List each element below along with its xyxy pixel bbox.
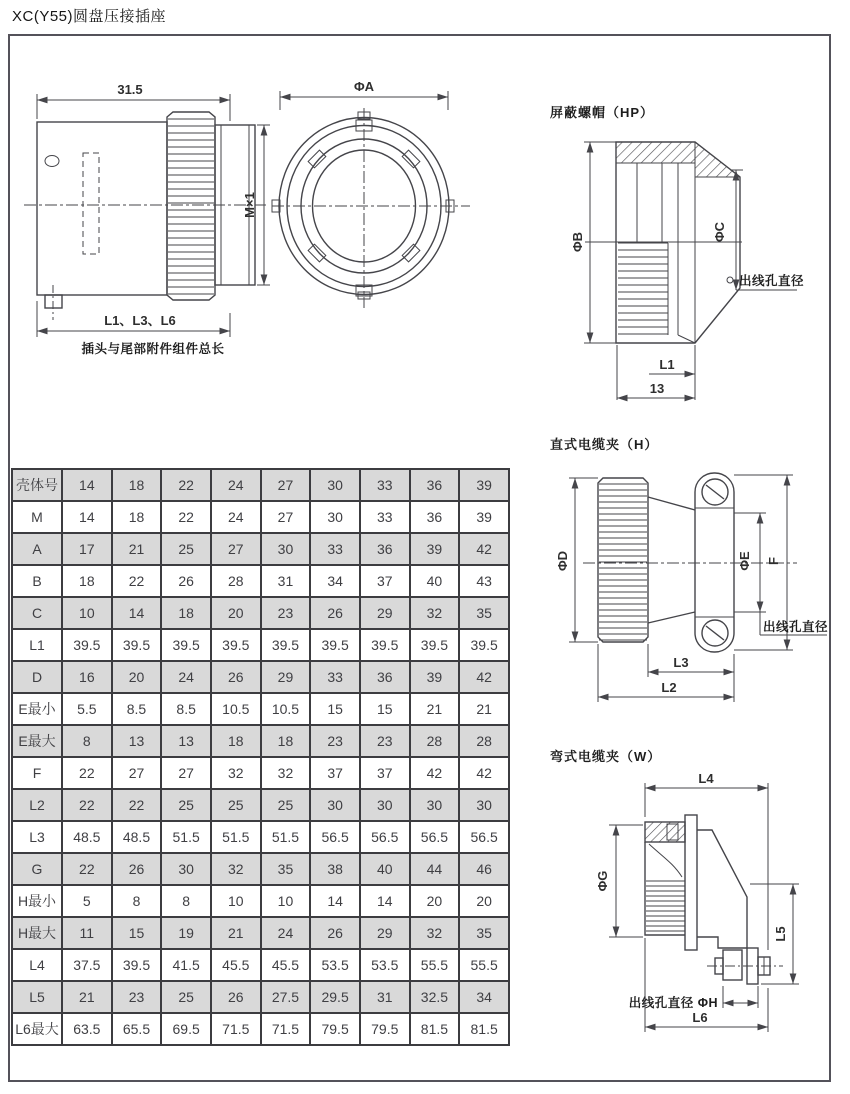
dimension-cell: 13 [112, 725, 162, 757]
dimension-cell: 22 [62, 789, 112, 821]
dimension-cell: 24 [261, 917, 311, 949]
table-row [12, 533, 509, 565]
dimension-cell: 56.5 [310, 821, 360, 853]
dimension-cell: 22 [112, 789, 162, 821]
angle-clamp-outline [645, 815, 783, 984]
dimension-cell: 55.5 [410, 949, 460, 981]
dimension-cell: 36 [360, 661, 410, 693]
row-label: L6最大 [12, 1013, 62, 1045]
dimension-cell: 29 [360, 597, 410, 629]
row-label: B [12, 565, 62, 597]
dimension-cell: 37 [310, 757, 360, 789]
dimension-cell: 56.5 [360, 821, 410, 853]
row-label: G [12, 853, 62, 885]
dimension-cell: 32.5 [410, 981, 460, 1013]
row-label: L3 [12, 821, 62, 853]
dimension-cell: 10 [261, 885, 311, 917]
dimension-cell: 27 [112, 757, 162, 789]
dimension-cell: 36 [410, 469, 460, 501]
table-row [12, 789, 509, 821]
dimension-cell: 56.5 [459, 821, 509, 853]
row-label: L5 [12, 981, 62, 1013]
dimension-cell: 31 [360, 981, 410, 1013]
dimension-cell: 34 [310, 565, 360, 597]
dimension-cell: 40 [360, 853, 410, 885]
dimension-cell: 31 [261, 565, 311, 597]
dimension-cell: 30 [310, 789, 360, 821]
shield-cap-dimensions [570, 142, 804, 400]
dimension-cell: 30 [360, 789, 410, 821]
dimension-cell: 13 [161, 725, 211, 757]
dimension-cell: 20 [211, 597, 261, 629]
row-label: L1 [12, 629, 62, 661]
dimension-cell: 39.5 [112, 949, 162, 981]
dim-c-label: ΦC [712, 221, 727, 243]
dimension-cell: 53.5 [360, 949, 410, 981]
dimension-cell: 8.5 [161, 693, 211, 725]
dimension-cell: 81.5 [459, 1013, 509, 1045]
dimension-cell: 22 [62, 757, 112, 789]
dimension-cell: 8 [161, 885, 211, 917]
dimension-cell: 18 [161, 597, 211, 629]
table-row [12, 501, 509, 533]
shield-cap-title: 屏蔽螺帽（HP） [550, 105, 655, 120]
dimension-cell: 10 [62, 597, 112, 629]
dimension-cell: 33 [310, 533, 360, 565]
table-row [12, 565, 509, 597]
dimension-cell: 42 [459, 661, 509, 693]
dimension-cell: 25 [161, 789, 211, 821]
dimension-cell: 23 [360, 725, 410, 757]
dimension-cell: 21 [459, 693, 509, 725]
dimension-cell: 18 [211, 725, 261, 757]
row-label: E最大 [12, 725, 62, 757]
dimension-cell: 79.5 [360, 1013, 410, 1045]
side-view-dimensions [37, 82, 270, 356]
table-row [12, 661, 509, 693]
dimension-cell: 30 [310, 501, 360, 533]
w-outlet-label: 出线孔直径 ΦH [628, 996, 718, 1010]
dimension-cell: 16 [62, 661, 112, 693]
dim-g-label: ΦG [595, 870, 610, 892]
dimension-cell: 8 [112, 885, 162, 917]
dimension-cell: 28 [211, 565, 261, 597]
dimension-cell: 37 [360, 757, 410, 789]
dimension-cell: 29.5 [310, 981, 360, 1013]
table-row [12, 1013, 509, 1045]
dimension-cell: 32 [211, 853, 261, 885]
row-label: C [12, 597, 62, 629]
front-view-dimensions [280, 79, 448, 110]
connector-front-outline [272, 108, 470, 308]
wire-hole [727, 277, 733, 283]
dimension-cell: 14 [310, 885, 360, 917]
table-row [12, 757, 509, 789]
dimension-cell: 27.5 [261, 981, 311, 1013]
dimension-cell: 30 [310, 469, 360, 501]
dimension-cell: 39.5 [410, 629, 460, 661]
dimension-cell: 26 [211, 981, 261, 1013]
dimension-cell: 22 [62, 853, 112, 885]
table-row [12, 981, 509, 1013]
dimension-cell: 35 [261, 853, 311, 885]
straight-clamp-title: 直式电缆夹（H） [550, 437, 659, 452]
row-label: H最小 [12, 885, 62, 917]
dimension-cell: 22 [161, 469, 211, 501]
dimension-cell: 27 [261, 469, 311, 501]
dimension-cell: 10 [211, 885, 261, 917]
straight-clamp-drawing [535, 425, 835, 710]
dimension-cell: 32 [410, 597, 460, 629]
knurl-lines [168, 119, 214, 294]
front-diameter-dim-label: ΦA [353, 79, 375, 94]
dimension-cell: 36 [410, 501, 460, 533]
clamp-body [723, 950, 742, 980]
dimension-cell: 15 [112, 917, 162, 949]
dimension-cell: 14 [62, 501, 112, 533]
dimension-cell: 39.5 [62, 629, 112, 661]
dimension-cell: 30 [410, 789, 460, 821]
dimension-cell: 26 [310, 917, 360, 949]
dimension-cell: 37.5 [62, 949, 112, 981]
dimension-cell: 32 [261, 757, 311, 789]
dimension-cell: 35 [459, 597, 509, 629]
dimension-cell: 27 [211, 533, 261, 565]
dimension-cell: 37 [360, 565, 410, 597]
table-row [12, 885, 509, 917]
dimension-cell: 22 [112, 565, 162, 597]
dimension-cell: 39 [459, 469, 509, 501]
dimension-cell: 51.5 [261, 821, 311, 853]
dimension-cell: 23 [112, 981, 162, 1013]
side-width-dim-label: 31.5 [117, 82, 143, 97]
h-l3-label: L3 [673, 655, 689, 670]
dimension-cell: 10.5 [261, 693, 311, 725]
knurl-lines [618, 243, 668, 334]
dimension-cell: 30 [161, 853, 211, 885]
dimension-cell: 30 [459, 789, 509, 821]
thread-dim-label: M×1 [242, 192, 257, 218]
w-l6-label: L6 [692, 1010, 708, 1025]
dimension-cell: 53.5 [310, 949, 360, 981]
dimension-cell: 8.5 [112, 693, 162, 725]
dimension-cell: 28 [459, 725, 509, 757]
row-label: H最大 [12, 917, 62, 949]
dimension-cell: 25 [261, 789, 311, 821]
dimension-cell: 44 [410, 853, 460, 885]
dimension-cell: 38 [310, 853, 360, 885]
dimension-cell: 18 [112, 501, 162, 533]
row-label: E最小 [12, 693, 62, 725]
dimension-cell: 71.5 [261, 1013, 311, 1045]
dimension-cell: 33 [310, 661, 360, 693]
dimension-cell: 26 [310, 597, 360, 629]
dimension-cell: 39 [410, 661, 460, 693]
thread-hatch [645, 822, 685, 842]
connector-side-outline [24, 112, 266, 320]
dimension-cell: 21 [62, 981, 112, 1013]
dimension-cell: 71.5 [211, 1013, 261, 1045]
dimension-cell: 25 [161, 533, 211, 565]
h-l2-label: L2 [661, 680, 677, 695]
dimension-cell: 48.5 [112, 821, 162, 853]
dimension-cell: 21 [211, 917, 261, 949]
dimension-cell: 56.5 [410, 821, 460, 853]
dim-d-label: ΦD [555, 550, 570, 572]
row-label: D [12, 661, 62, 693]
dimension-cell: 18 [112, 469, 162, 501]
dimension-cell: 39.5 [360, 629, 410, 661]
dimension-cell: 35 [459, 917, 509, 949]
total-length-dim-label: L1、L3、L6 [104, 313, 176, 328]
dimension-cell: 25 [211, 789, 261, 821]
dimension-cell: 26 [161, 565, 211, 597]
w-l5-label: L5 [773, 926, 788, 942]
dimension-cell: 33 [360, 469, 410, 501]
dimension-cell: 19 [161, 917, 211, 949]
side-view-caption: 插头与尾部附件组件总长 [81, 342, 225, 356]
dimension-cell: 14 [62, 469, 112, 501]
dimension-cell: 21 [112, 533, 162, 565]
row-label: L4 [12, 949, 62, 981]
dimension-cell: 14 [112, 597, 162, 629]
hp-outlet-label: 出线孔直径 [739, 274, 805, 288]
dimension-table [11, 468, 510, 1046]
row-label: 壳体号 [12, 469, 62, 501]
dimension-cell: 45.5 [211, 949, 261, 981]
knurl-lines [599, 484, 647, 640]
row-label: M [12, 501, 62, 533]
dimension-cell: 63.5 [62, 1013, 112, 1045]
hp-l1-label: L1 [659, 357, 675, 372]
dimension-cell: 48.5 [62, 821, 112, 853]
elbow-body [697, 830, 747, 948]
dimension-cell: 20 [112, 661, 162, 693]
dimension-cell: 33 [360, 501, 410, 533]
dimension-cell: 41.5 [161, 949, 211, 981]
dimension-cell: 17 [62, 533, 112, 565]
side-view-drawing [18, 75, 270, 375]
dim-e-label: ΦE [737, 551, 752, 571]
shield-cap-drawing [535, 130, 835, 410]
table-row [12, 629, 509, 661]
dimension-cell: 55.5 [459, 949, 509, 981]
dimension-cell: 65.5 [112, 1013, 162, 1045]
dimension-cell: 39.5 [310, 629, 360, 661]
dimension-cell: 39.5 [261, 629, 311, 661]
dimension-cell: 24 [161, 661, 211, 693]
front-view-drawing [272, 70, 474, 312]
dimension-cell: 42 [410, 757, 460, 789]
dim-b-label: ΦB [570, 231, 585, 253]
dimension-cell: 22 [161, 501, 211, 533]
dimension-cell: 27 [161, 757, 211, 789]
dimension-cell: 81.5 [410, 1013, 460, 1045]
dimension-cell: 11 [62, 917, 112, 949]
dimension-cell: 39.5 [112, 629, 162, 661]
h-outlet-label: 出线孔直径 [763, 620, 829, 634]
row-label: L2 [12, 789, 62, 821]
dimension-cell: 29 [360, 917, 410, 949]
dimension-cell: 40 [410, 565, 460, 597]
dimension-cell: 45.5 [261, 949, 311, 981]
dimension-cell: 24 [211, 501, 261, 533]
dimension-cell: 23 [310, 725, 360, 757]
dimension-cell: 39.5 [211, 629, 261, 661]
dimension-cell: 10.5 [211, 693, 261, 725]
table-row [12, 725, 509, 757]
table-row [12, 853, 509, 885]
dimension-cell: 30 [261, 533, 311, 565]
table-row [12, 597, 509, 629]
row-label: A [12, 533, 62, 565]
dimension-cell: 15 [310, 693, 360, 725]
row-label: F [12, 757, 62, 789]
table-row [12, 917, 509, 949]
hidden-slot [83, 153, 99, 254]
dimension-cell: 27 [261, 501, 311, 533]
dimension-cell: 25 [161, 981, 211, 1013]
knurl-lines [646, 881, 685, 931]
dimension-cell: 29 [261, 661, 311, 693]
dimension-cell: 8 [62, 725, 112, 757]
table-row [12, 821, 509, 853]
dimension-cell: 20 [410, 885, 460, 917]
dimension-cell: 26 [211, 661, 261, 693]
dimension-cell: 5.5 [62, 693, 112, 725]
dim-f-label: F [766, 557, 781, 565]
hp-13-label: 13 [649, 381, 665, 396]
dimension-cell: 21 [410, 693, 460, 725]
dimension-cell: 24 [211, 469, 261, 501]
page-title: XC(Y55)圆盘压接插座 [12, 8, 167, 25]
dimension-cell: 39.5 [459, 629, 509, 661]
dimension-cell: 32 [211, 757, 261, 789]
dimension-cell: 51.5 [211, 821, 261, 853]
dimension-cell: 46 [459, 853, 509, 885]
dimension-cell: 79.5 [310, 1013, 360, 1045]
dimension-cell: 18 [261, 725, 311, 757]
dimension-cell: 39 [459, 501, 509, 533]
dimension-cell: 39 [410, 533, 460, 565]
dimension-cell: 43 [459, 565, 509, 597]
angle-clamp-title: 弯式电缆夹（W） [550, 749, 662, 764]
dimension-cell: 5 [62, 885, 112, 917]
dimension-cell: 32 [410, 917, 460, 949]
table-row [12, 469, 509, 501]
table-row [12, 693, 509, 725]
dimension-cell: 42 [459, 757, 509, 789]
dimension-cell: 69.5 [161, 1013, 211, 1045]
dimension-cell: 20 [459, 885, 509, 917]
polarization-hole [45, 156, 59, 167]
dimension-cell: 39.5 [161, 629, 211, 661]
dimension-cell: 23 [261, 597, 311, 629]
dimension-cell: 18 [62, 565, 112, 597]
dimension-cell: 34 [459, 981, 509, 1013]
dimension-cell: 15 [360, 693, 410, 725]
dimension-cell: 14 [360, 885, 410, 917]
dimension-cell: 28 [410, 725, 460, 757]
dimension-cell: 51.5 [161, 821, 211, 853]
table-row [12, 949, 509, 981]
w-l4-label: L4 [698, 771, 714, 786]
dimension-cell: 36 [360, 533, 410, 565]
angle-clamp-drawing [535, 745, 835, 1045]
dimension-cell: 26 [112, 853, 162, 885]
dimension-cell: 42 [459, 533, 509, 565]
